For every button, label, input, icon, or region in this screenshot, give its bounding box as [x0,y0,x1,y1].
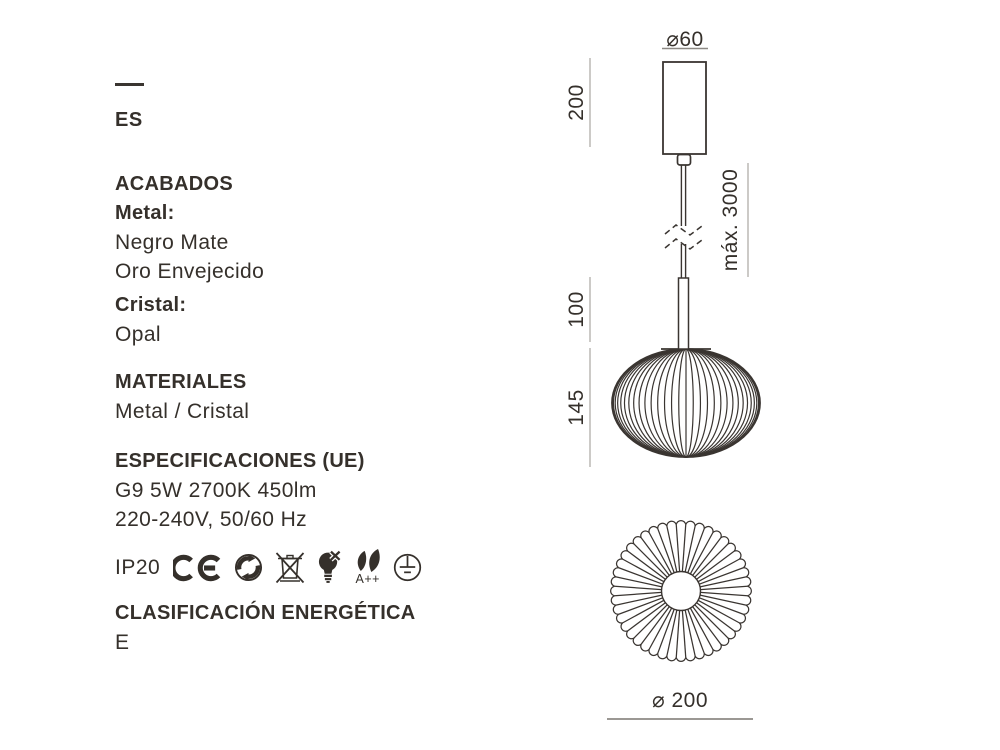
lamp-canopy [663,62,706,154]
green-dot-recycle-icon [234,553,263,582]
energy-class-label: A++ [355,572,380,587]
protective-earth-icon [393,553,422,582]
dim-cable-max-length: máx. 3000 [719,168,742,272]
technical-drawing [540,0,800,750]
finishes-metal-label: Metal: [115,201,175,224]
dim-canopy-height: 200 [565,84,588,121]
weee-crossed-bin-icon [274,551,306,585]
lamp-stem [679,278,689,349]
specs-title: ESPECIFICACIONES (UE) [115,449,365,472]
info-column [115,83,535,657]
dim-canopy-diameter: ⌀60 [666,28,704,51]
dim-top-view-diameter: ⌀ 200 [651,689,709,712]
energy-classification-value: E [115,630,130,654]
specs-lamp: G9 5W 2700K 450lm [115,478,317,502]
replaceable-bulb-icon [317,550,342,585]
dim-shade-height: 145 [565,389,588,426]
ce-mark-icon [173,553,223,583]
shade-ribs [612,349,760,457]
divider-dash [115,83,144,86]
suspension-cable [665,165,702,278]
finishes-metal-value: Oro Envejecido [115,259,265,283]
language-label: ES [115,108,143,131]
ip-rating-label: IP20 [115,555,161,579]
cable-break-mark [665,239,702,249]
materials-title: MATERIALES [115,370,247,393]
energy-leaves-icon [353,549,382,572]
top-view-petals [611,521,752,662]
certifications-row [115,546,535,590]
finishes-title: ACABADOS [115,172,233,195]
cable-grip [678,155,691,166]
cable-break-mark [665,225,702,235]
finishes-glass-label: Cristal: [115,293,187,316]
finishes-metal-value: Negro Mate [115,230,229,254]
materials-value: Metal / Cristal [115,399,250,423]
dim-stem-height: 100 [565,291,588,328]
energy-leaves-block [353,549,382,586]
finishes-glass-value: Opal [115,322,161,346]
energy-classification-title: CLASIFICACIÓN ENERGÉTICA [115,601,416,624]
specs-voltage: 220-240V, 50/60 Hz [115,507,308,531]
